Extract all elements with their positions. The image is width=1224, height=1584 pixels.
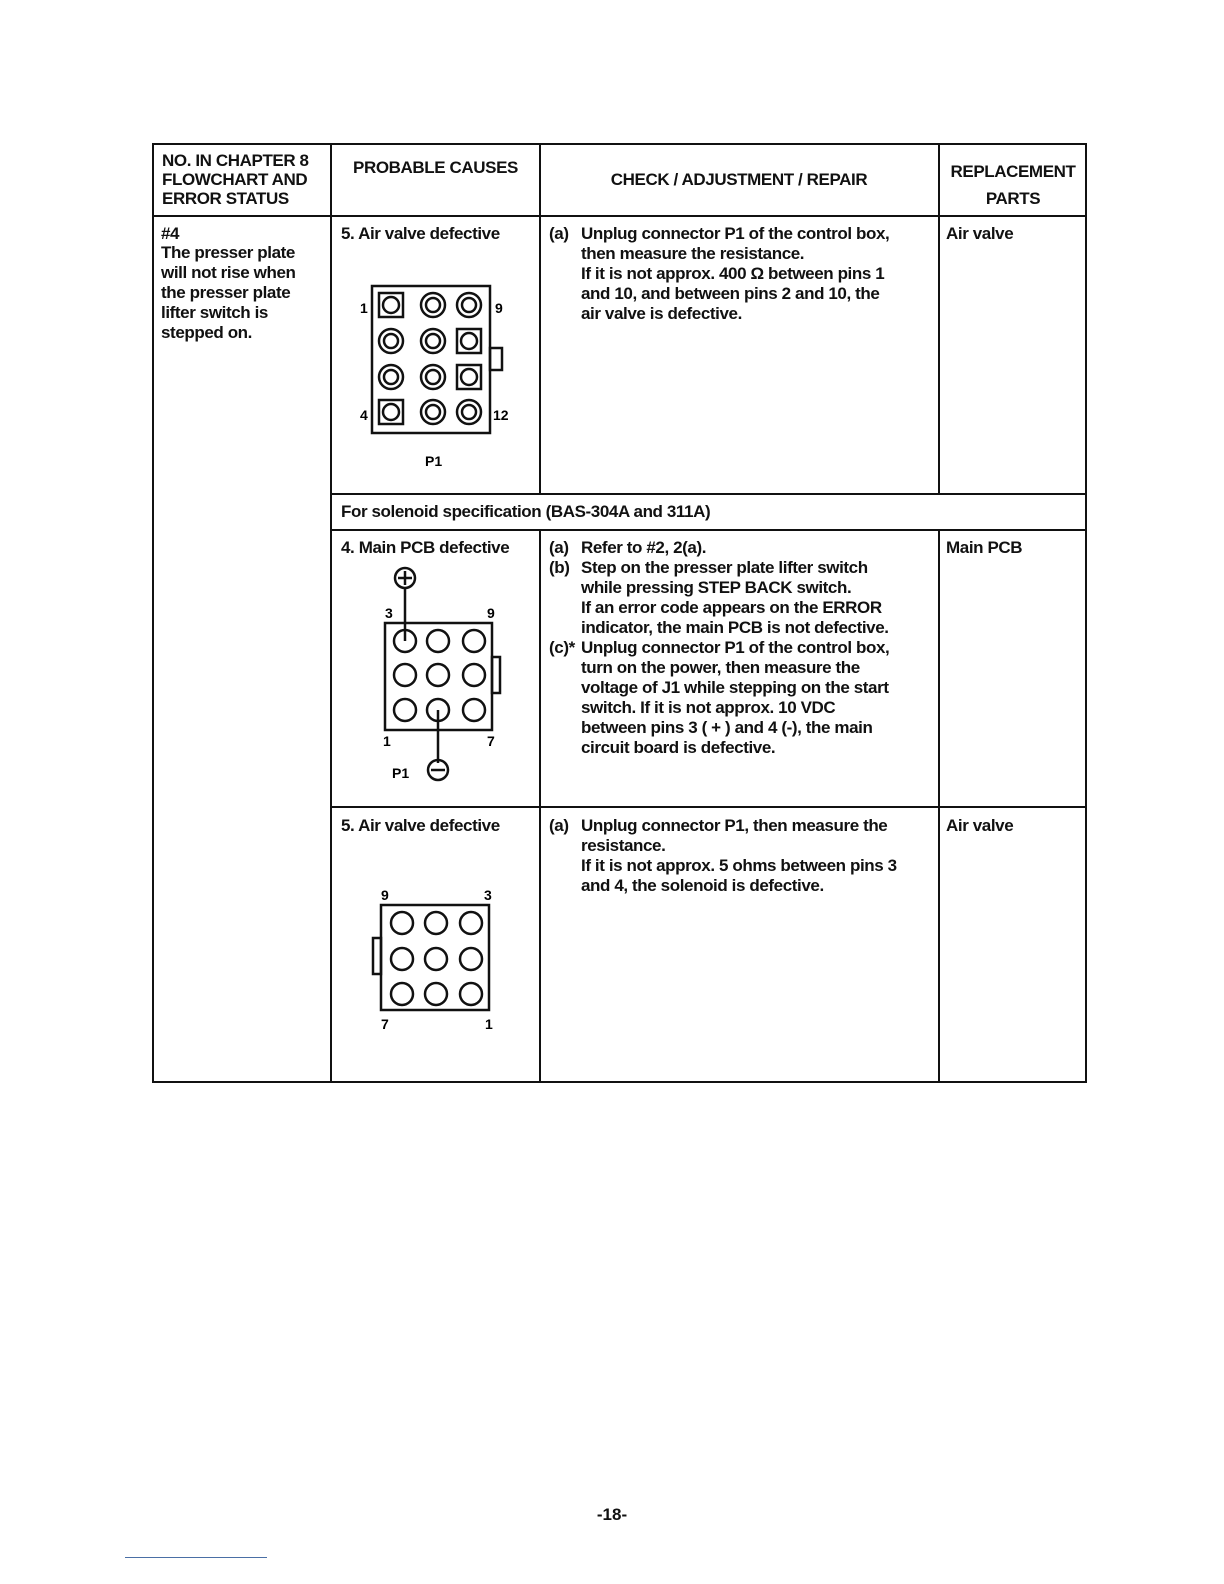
item-text: Unplug connector P1 of the control box, turn on the power, then measure the voltage of J1 while stepping on the start switch. If it is not approx. 10 VDC between pins 3 ( + ) and 4 (-), the main circuit board is defective. [581, 638, 890, 757]
connector-name: P1 [392, 765, 410, 781]
connector-9pin-diagram [365, 883, 505, 1033]
header-parts: REPLACEMENT PARTS [950, 162, 1076, 208]
header-check: CHECK / ADJUSTMENT / REPAIR [610, 170, 868, 189]
header-status: NO. IN CHAPTER 8 FLOWCHART AND ERROR STATUS [162, 151, 309, 208]
pin-label-9: 9 [487, 605, 495, 621]
row3-check-item-a [549, 816, 934, 895]
pin-label-7: 7 [487, 733, 495, 749]
pin-label-3: 3 [385, 605, 393, 621]
section-divider-top [330, 493, 1087, 495]
pin-label-9: 9 [381, 887, 389, 903]
row1-cause: 5. Air valve defective [341, 224, 500, 243]
section-divider-bottom [330, 529, 1087, 531]
pin-label-3: 3 [484, 887, 492, 903]
row2-check-item-b [549, 558, 934, 637]
item-text: Refer to #2, 2(a). [581, 538, 707, 557]
item-text: Step on the presser plate lifter switch while pressing STEP BACK switch. If an error code appears on the ERROR indicator, the main PCB is not defective. [581, 558, 889, 637]
connector-name: P1 [425, 453, 443, 469]
pin-label-9: 9 [495, 300, 503, 316]
item-text: Unplug connector P1 of the control box, then measure the resistance. If it is not approx. 400 Ω between pins 1 and 10, and between pins 2 and 10, the air valve is defective. [581, 224, 890, 323]
connector-p1-9pin-polarity-diagram [370, 563, 510, 788]
pin-label-7: 7 [381, 1016, 389, 1032]
row2-check-item-c [549, 638, 934, 757]
row1-part: Air valve [946, 224, 1014, 243]
row3-part: Air valve [946, 816, 1014, 835]
row-divider [330, 806, 1087, 808]
col-divider-status [330, 143, 332, 1083]
header-divider [152, 215, 1087, 217]
pin-label-1: 1 [485, 1016, 493, 1032]
section-title: For solenoid specification (BAS-304A and 311A) [341, 502, 711, 521]
row2-part: Main PCB [946, 538, 1023, 557]
header-causes: PROBABLE CAUSES [353, 158, 518, 177]
pin-label-12: 12 [493, 407, 509, 423]
item-label: (b) [549, 558, 570, 577]
item-label: (c)* [549, 638, 575, 657]
pin-label-1: 1 [360, 300, 368, 316]
page-number: -18- [596, 1505, 628, 1524]
pin-label-4: 4 [360, 407, 368, 423]
status-description: The presser plate will not rise when the presser plate lifter switch is stepped on. [161, 243, 296, 342]
item-label: (a) [549, 224, 569, 243]
pin-label-1: 1 [383, 733, 391, 749]
row2-cause: 4. Main PCB defective [341, 538, 510, 557]
row3-cause: 5. Air valve defective [341, 816, 500, 835]
status-number: #4 [161, 224, 180, 243]
item-label: (a) [549, 538, 569, 557]
col-divider-causes [539, 143, 541, 495]
footer-rule [125, 1557, 267, 1558]
item-label: (a) [549, 816, 569, 835]
row1-check-item-a [549, 224, 934, 323]
connector-p1-12pin-diagram [350, 280, 520, 475]
item-text: Unplug connector P1, then measure the resistance. If it is not approx. 5 ohms between pins 3 and 4, the solenoid is defective. [581, 816, 897, 895]
